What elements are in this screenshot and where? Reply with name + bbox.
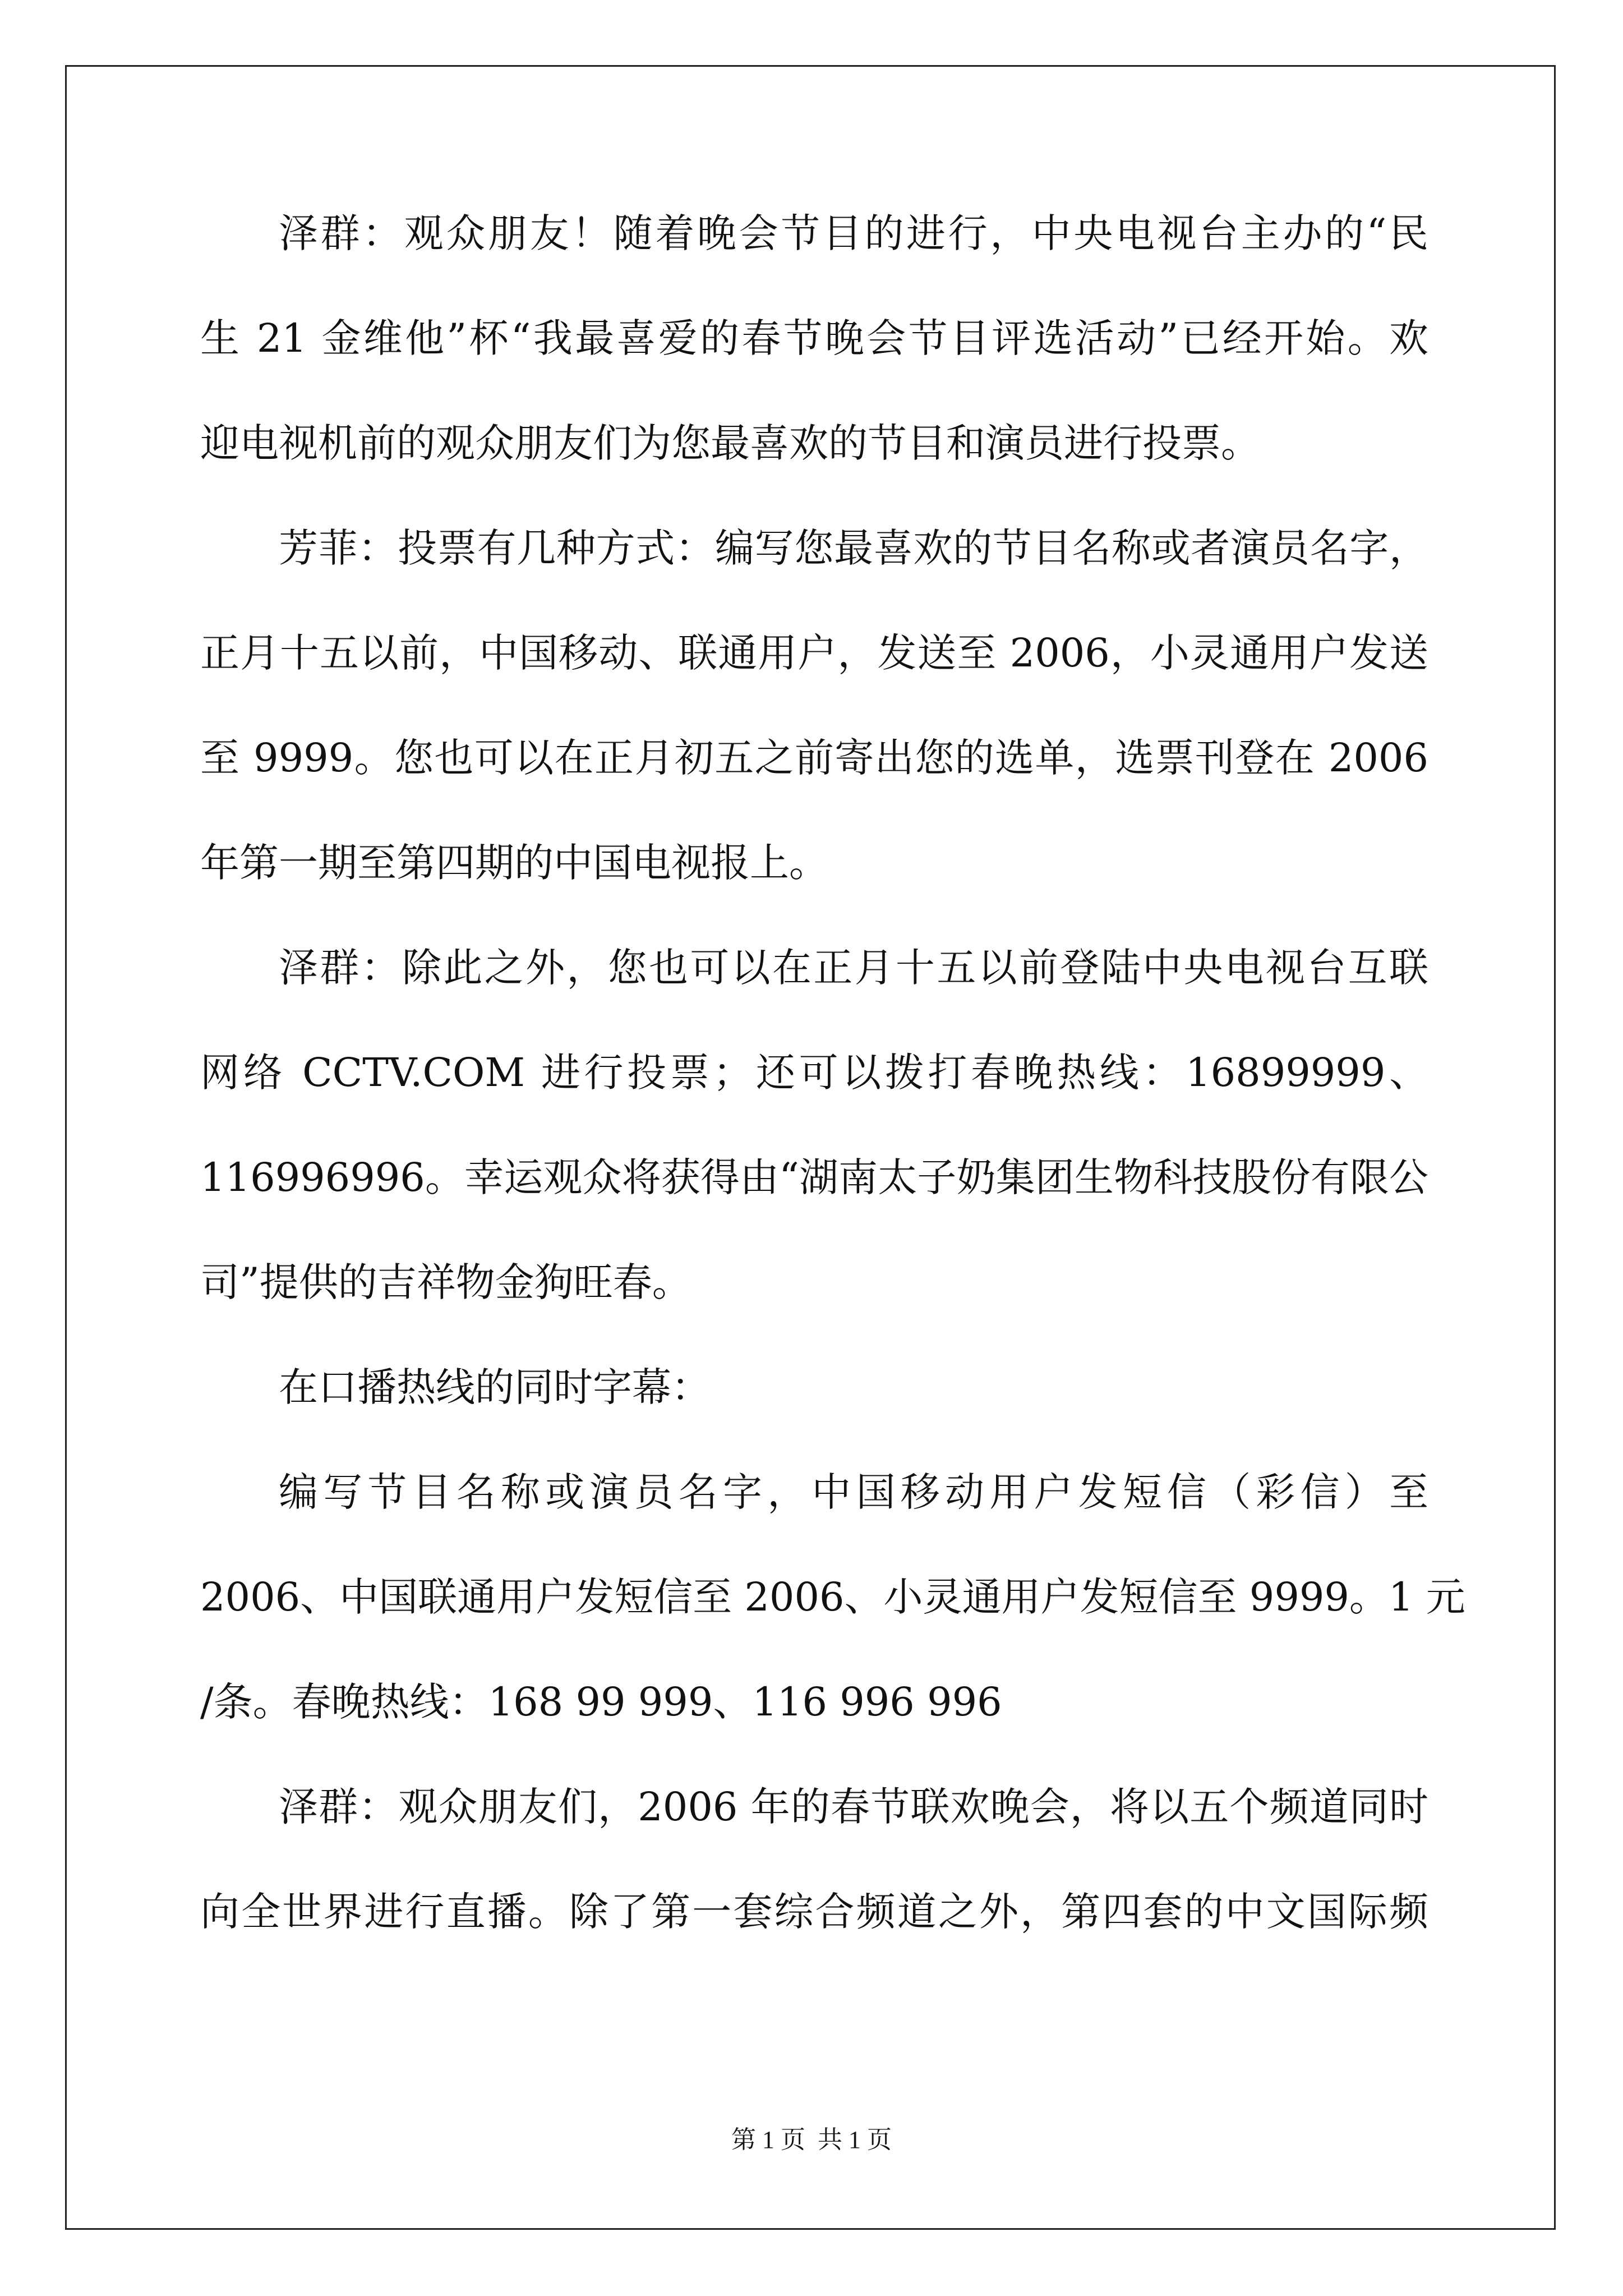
paragraph-line: 向全世界进行直播。除了第一套综合频道之外，第四套的中文国际频 xyxy=(200,1889,1428,1935)
paragraph-line: 116996996。幸运观众将获得由“湖南太子奶集团生物科技股份有限公 xyxy=(200,1154,1428,1200)
paragraph-line: 泽群：观众朋友！随着晚会节目的进行，中央电视台主办的“民 xyxy=(279,210,1428,256)
paragraph-line: 芳菲：投票有几种方式：编写您最喜欢的节目名称或者演员名字， xyxy=(279,525,1428,571)
paragraph-line: 网络 CCTV.COM 进行投票；还可以拨打春晚热线：16899999、 xyxy=(200,1050,1428,1096)
paragraph-line: 正月十五以前，中国移动、联通用户，发送至 2006，小灵通用户发送 xyxy=(200,630,1428,676)
paragraph-line: 生 21 金维他”杯“我最喜爱的春节晚会节目评选活动”已经开始。欢 xyxy=(200,315,1428,361)
page-number-footer: 第 1 页 共 1 页 xyxy=(731,2126,892,2154)
paragraph-line: 2006、中国联通用户发短信至 2006、小灵通用户发短信至 9999。1 元 xyxy=(200,1574,1465,1620)
paragraph-line: 泽群：除此之外，您也可以在正月十五以前登陆中央电视台互联 xyxy=(279,945,1428,991)
paragraph-line: /条。春晚热线：168 99 999、116 996 996 xyxy=(200,1679,1002,1725)
paragraph-line: 泽群：观众朋友们，2006 年的春节联欢晚会，将以五个频道同时 xyxy=(279,1784,1428,1830)
paragraph-line: 编写节目名称或演员名字，中国移动用户发短信（彩信）至 xyxy=(279,1469,1428,1515)
paragraph-line: 迎电视机前的观众朋友们为您最喜欢的节目和演员进行投票。 xyxy=(200,420,1260,466)
paragraph-line: 司”提供的吉祥物金狗旺春。 xyxy=(200,1259,691,1305)
paragraph-line: 年第一期至第四期的中国电视报上。 xyxy=(200,840,828,886)
paragraph-line: 至 9999。您也可以在正月初五之前寄出您的选单，选票刊登在 2006 xyxy=(200,735,1428,781)
paragraph-line: 在口播热线的同时字幕： xyxy=(279,1364,711,1410)
